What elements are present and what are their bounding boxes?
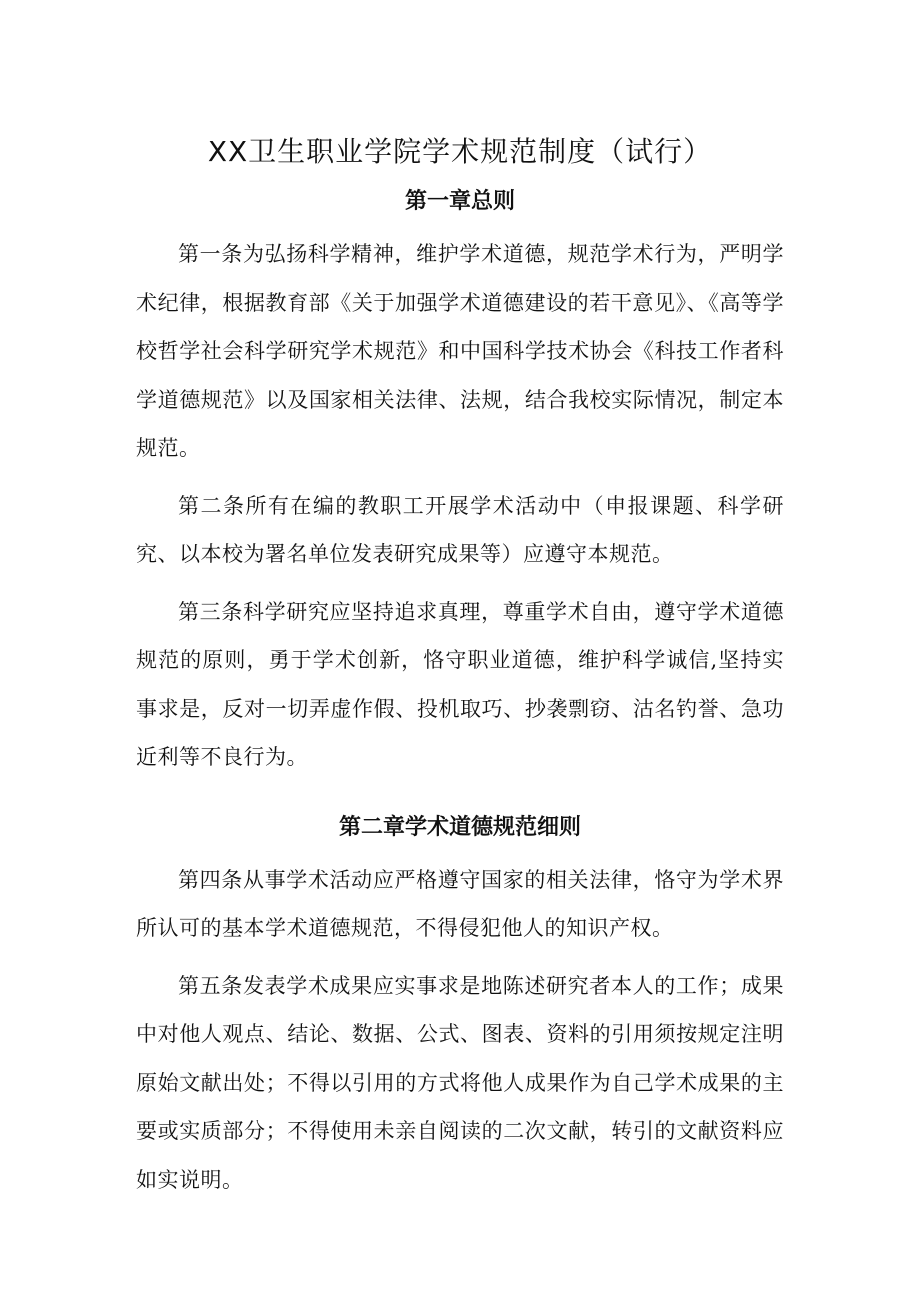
article-2: 第二条所有在编的教职工开展学术活动中（申报课题、科学研究、以本校为署名单位发表研究成果等）应遵守本规范。	[136, 493, 784, 566]
chapter-2	[136, 808, 784, 1205]
chapter-title: 第一章总则	[404, 189, 515, 214]
article-1: 第一条为弘扬科学精神，维护学术道德，规范学术行为，严明学术纪律，根据教育部《关于加强学术道德建设的若干意见》、《高等学校哲学社会科学研究学术规范》和中国科学技术协会《科技工作者科学道德规范》以及国家相关法律、法规，结合我校实际情况，制定本规范。	[136, 242, 784, 460]
chapter-title: 第二章学术道德规范细则	[338, 814, 581, 840]
article-5: 第五条发表学术成果应实事求是地陈述研究者本人的工作；成果中对他人观点、结论、数据、公式、图表、资料的引用须按规定注明原始文献出处；不得以引用的方式将他人成果作为自己学术成果的主要或实质部分；不得使用未亲自阅读的二次文献，转引的文献资料应如实说明。	[136, 973, 784, 1192]
chapter-1	[136, 182, 784, 782]
article-3: 第三条科学研究应坚持追求真理，尊重学术自由，遵守学术道德规范的原则，勇于学术创新，恪守职业道德，维护科学诚信,坚持实事求是，反对一切弄虚作假、投机取巧、抄袭剽窃、沽名钓誉、急功近利等不良行为。	[136, 599, 784, 769]
article-4: 第四条从事学术活动应严格遵守国家的相关法律，恪守为学术界所认可的基本学术道德规范，不得侵犯他人的知识产权。	[136, 867, 784, 940]
document-title: XX卫生职业学院学术规范制度（试行）	[207, 135, 713, 168]
